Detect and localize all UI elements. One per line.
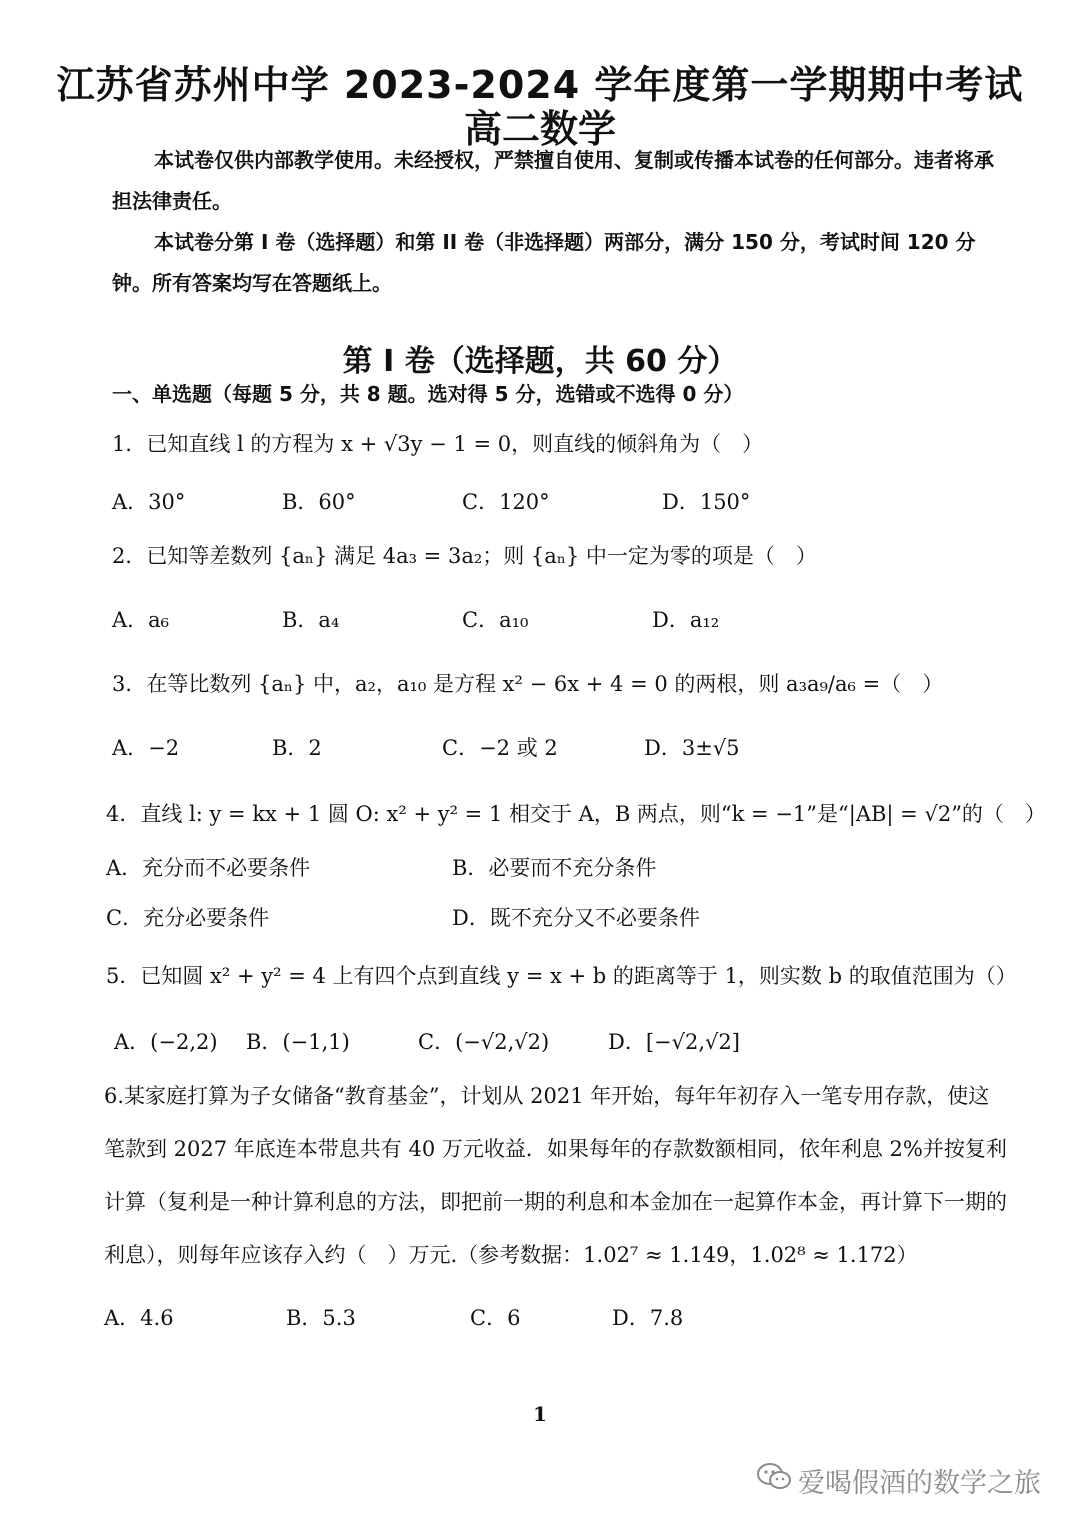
page-number: 1 <box>533 1402 547 1426</box>
q6-option-a: A．4.6 <box>104 1306 174 1330</box>
question-6: 6.某家庭打算为子女储备“教育基金”，计划从 2021 年开始，每年年初存入一笔专用存款，使这笔款到 2027 年底连本带息共有 40 万元收益．如果每年的存款数额相同，依年利息 2%并按复利计算（复利是一种计算利息的方法，即把前一期的利息和本金加在一起算作本金，再计算下一期的利息），则每年应该存入约（ ）万元.（参考数据：1.02⁷ ≈ 1.149，1.02⁸ ≈ 1.172） <box>104 1084 1007 1267</box>
q1-option-d: D．150° <box>662 490 751 514</box>
q3-option-c: C．−2 或 2 <box>442 736 558 760</box>
q4-option-a: A．充分而不必要条件 <box>106 856 311 880</box>
q6-option-d: D．7.8 <box>612 1306 684 1330</box>
section-title: 第 I 卷（选择题，共 60 分） <box>342 344 738 379</box>
q6-option-c: C．6 <box>470 1306 521 1330</box>
question-5: 5．已知圆 x² + y² = 4 上有四个点到直线 y = x + b 的距离等于 1，则实数 b 的取值范围为（） <box>106 964 1017 988</box>
question-4: 4．直线 l: y = kx + 1 圆 O: x² + y² = 1 相交于 A，B 两点，则“k = −1”是“|AB| = √2”的（ ） <box>106 802 1046 826</box>
exam-subject: 高二数学 <box>463 107 616 151</box>
q3-option-b: B．2 <box>272 736 322 760</box>
question-3: 3．在等比数列 {aₙ} 中，a₂，a₁₀ 是方程 x² − 6x + 4 = 0 的两根，则 a₃a₉/a₆ =（ ） <box>112 672 944 696</box>
q3-option-d: D．3±√5 <box>644 736 740 760</box>
q2-option-b: B．a₄ <box>282 608 340 632</box>
wechat-icon <box>756 1462 792 1492</box>
q2-option-c: C．a₁₀ <box>462 608 529 632</box>
q2-option-a: A．a₆ <box>112 608 170 632</box>
exam-title: 江苏省苏州中学 2023-2024 学年度第一学期期中考试 <box>56 63 1024 107</box>
notice-instructions: 本试卷分第 I 卷（选择题）和第 II 卷（非选择题）两部分，满分 150 分，考试时间 120 分钟。所有答案均写在答题纸上。 <box>112 230 976 295</box>
watermark-text: 爱喝假酒的数学之旅 <box>798 1468 1041 1499</box>
q5-option-b: B．(−1,1) <box>246 1030 350 1054</box>
q5-option-a: A．(−2,2) <box>114 1030 218 1054</box>
q5-option-d: D．[−√2,√2] <box>608 1030 740 1054</box>
q4-option-b: B．必要而不充分条件 <box>452 856 657 880</box>
q2-option-d: D．a₁₂ <box>652 608 720 632</box>
notice-copyright: 本试卷仅供内部教学使用。未经授权，严禁擅自使用、复制或传播本试卷的任何部分。违者将承担法律责任。 <box>112 148 994 213</box>
question-1: 1．已知直线 l 的方程为 x + √3y − 1 = 0，则直线的倾斜角为（ ） <box>112 432 764 456</box>
q1-option-a: A．30° <box>112 490 186 514</box>
section-subtitle: 一、单选题（每题 5 分，共 8 题。选对得 5 分，选错或不选得 0 分） <box>112 382 744 406</box>
q5-option-c: C．(−√2,√2) <box>418 1030 550 1054</box>
q1-option-c: C．120° <box>462 490 550 514</box>
question-2: 2．已知等差数列 {aₙ} 满足 4a₃ = 3a₂；则 {aₙ} 中一定为零的项是（ ） <box>112 544 817 568</box>
q4-option-c: C．充分必要条件 <box>106 906 270 930</box>
q3-option-a: A．−2 <box>112 736 180 760</box>
q6-option-b: B．5.3 <box>286 1306 356 1330</box>
q1-option-b: B．60° <box>282 490 356 514</box>
q4-option-d: D．既不充分又不必要条件 <box>452 906 700 930</box>
